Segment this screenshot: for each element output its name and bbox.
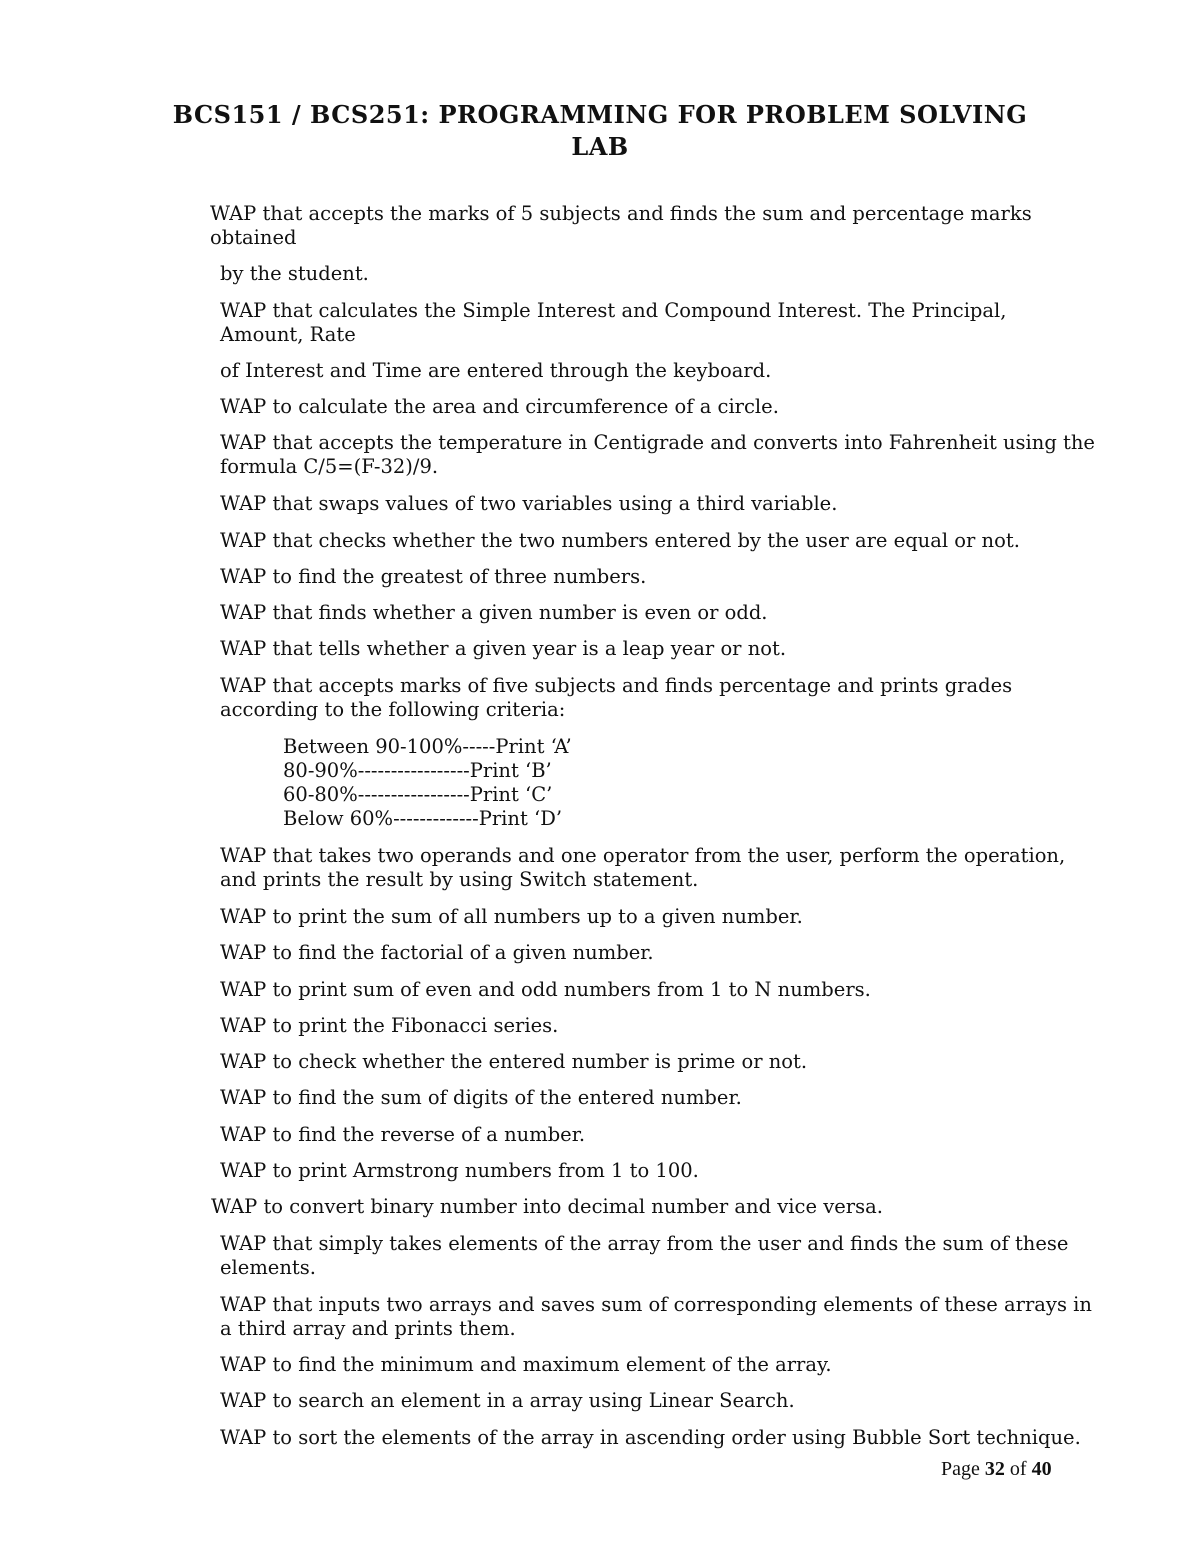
list-item-continuation: of Interest and Time are entered through the keyboard. <box>220 359 772 382</box>
list-item-text: WAP to find the greatest of three numbers. <box>220 565 647 588</box>
list-item-text: WAP to print sum of even and odd numbers from 1 to N numbers. <box>220 978 871 1001</box>
list-item-text: according to the following criteria: <box>220 698 566 721</box>
list-item-text: WAP that finds whether a given number is even or odd. <box>220 601 768 624</box>
list-item-text: and prints the result by using Switch statement. <box>220 868 699 891</box>
list-item-text: WAP to check whether the entered number is prime or not. <box>220 1050 808 1073</box>
list-item-text: WAP to convert binary number into decimal number and vice versa. <box>211 1195 883 1218</box>
list-item-text: WAP that swaps values of two variables using a third variable. <box>220 492 838 515</box>
list-item-text: WAP that calculates the Simple Interest and Compound Interest. The Principal, <box>220 299 1007 322</box>
grade-criterion: 80-90%-----------------Print ‘B’ <box>283 759 552 782</box>
list-item-text: WAP to calculate the area and circumference of a circle. <box>220 395 779 418</box>
page-of-label: of <box>1009 1458 1027 1480</box>
current-page-number: 32 <box>984 1458 1005 1480</box>
document-title-continued: LAB <box>571 132 629 161</box>
list-item-text: WAP that accepts the temperature in Centigrade and converts into Fahrenheit using the <box>220 431 1095 454</box>
list-item-text: WAP that tells whether a given year is a leap year or not. <box>220 637 787 660</box>
list-item-text: WAP to search an element in a array using Linear Search. <box>220 1389 795 1412</box>
list-item-text: WAP that checks whether the two numbers entered by the user are equal or not. <box>220 529 1020 552</box>
page-footer <box>941 1458 1052 1481</box>
list-item-text: WAP to print the sum of all numbers up to a given number. <box>220 905 803 928</box>
list-item-text: WAP that takes two operands and one operator from the user, perform the operation, <box>220 844 1066 867</box>
list-item-continuation: by the student. <box>220 262 369 285</box>
total-pages-number: 40 <box>1031 1458 1052 1480</box>
list-item-text: elements. <box>220 1256 316 1279</box>
list-item-text: WAP to print the Fibonacci series. <box>220 1014 559 1037</box>
list-item-text: Amount, Rate <box>220 323 356 346</box>
list-item-text: WAP to sort the elements of the array in ascending order using Bubble Sort technique. <box>220 1426 1081 1449</box>
grade-criterion: Between 90-100%-----Print ‘A’ <box>283 735 572 758</box>
list-item-text: obtained <box>210 226 297 249</box>
document-title: BCS151 / BCS251: PROGRAMMING FOR PROBLEM SOLVING <box>172 100 1028 129</box>
list-item-text: WAP to find the factorial of a given number. <box>220 941 654 964</box>
list-item-text: WAP to print Armstrong numbers from 1 to 100. <box>220 1159 699 1182</box>
list-item-text: WAP to find the sum of digits of the entered number. <box>220 1086 742 1109</box>
list-item-text: WAP that accepts the marks of 5 subjects and finds the sum and percentage marks <box>210 202 1032 225</box>
list-item-text: WAP that simply takes elements of the array from the user and finds the sum of these <box>220 1232 1069 1255</box>
list-item-text: formula C/5=(F-32)/9. <box>220 455 439 478</box>
grade-criterion: Below 60%-------------Print ‘D’ <box>283 807 563 830</box>
page-label: Page <box>941 1458 980 1480</box>
list-item-text: WAP that inputs two arrays and saves sum of corresponding elements of these arrays in <box>220 1293 1092 1316</box>
list-item-text: WAP that accepts marks of five subjects and finds percentage and prints grades <box>220 674 1013 697</box>
list-item-text: a third array and prints them. <box>220 1317 516 1340</box>
list-item-text: WAP to find the reverse of a number. <box>220 1123 586 1146</box>
grade-criterion: 60-80%-----------------Print ‘C’ <box>283 783 553 806</box>
list-item-text: WAP to find the minimum and maximum element of the array. <box>220 1353 832 1376</box>
